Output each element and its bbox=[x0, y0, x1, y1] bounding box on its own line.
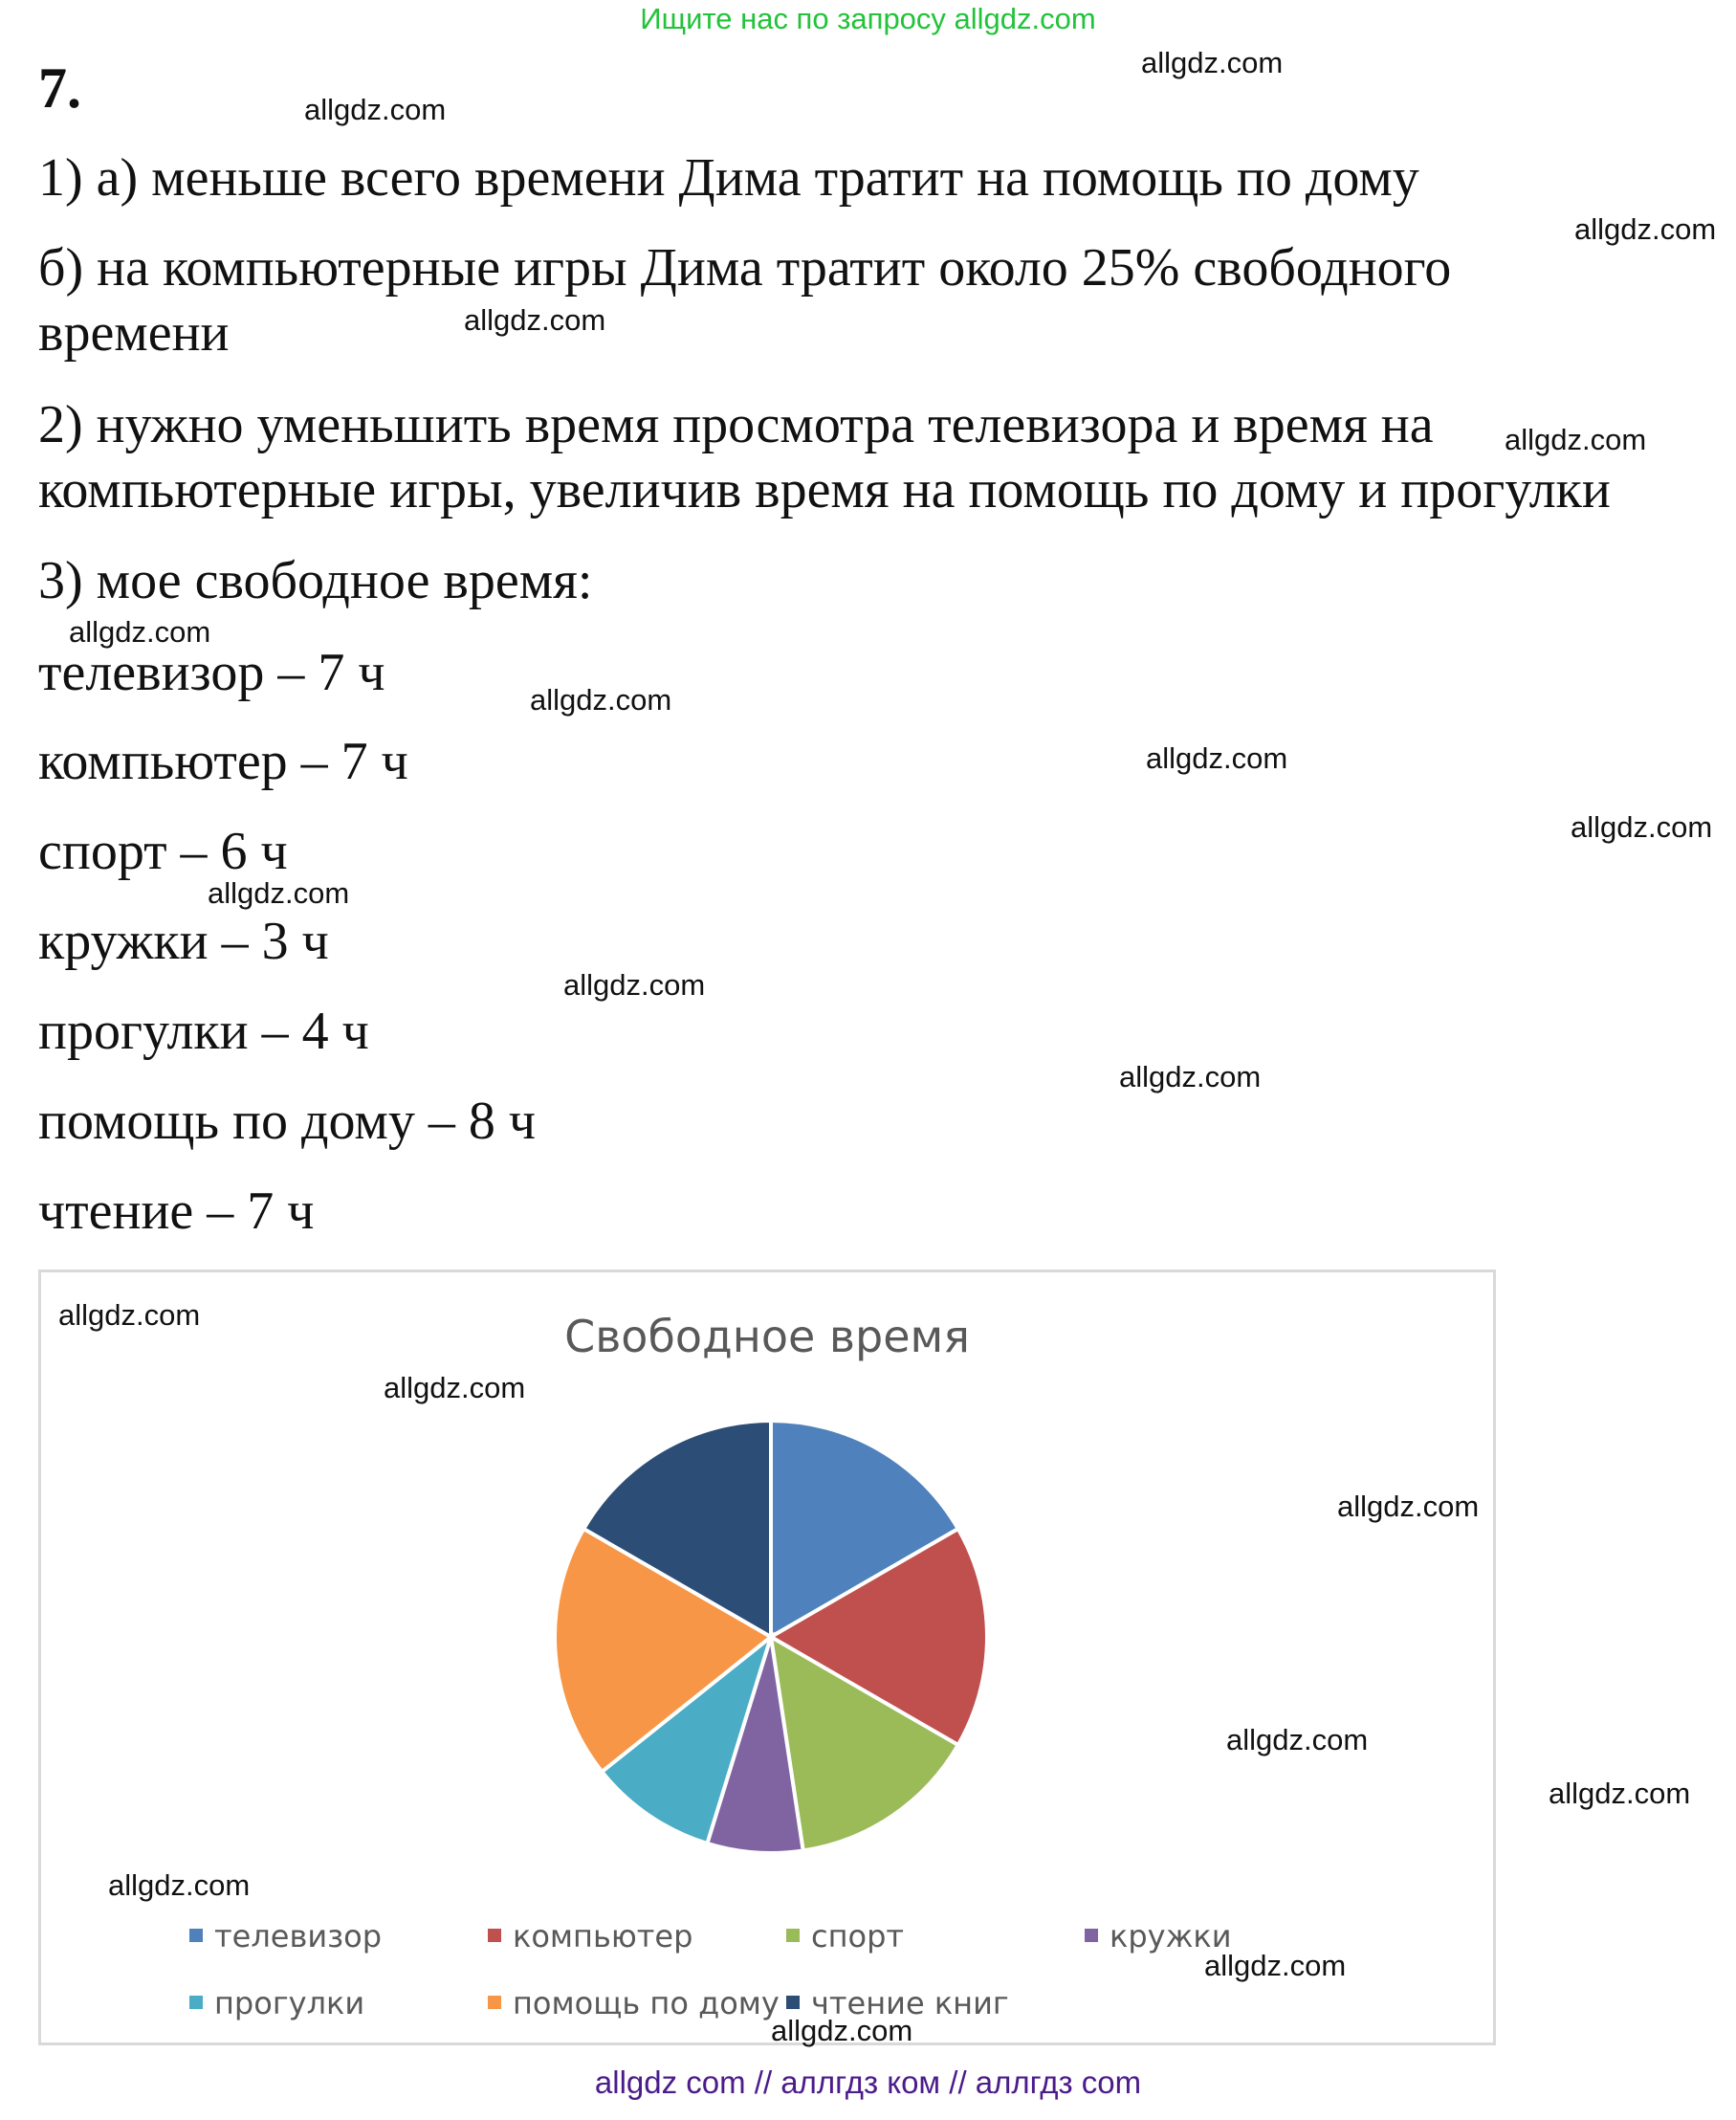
legend-item bbox=[786, 1918, 904, 1954]
watermark: allgdz.com bbox=[464, 303, 606, 337]
watermark: allgdz.com bbox=[108, 1868, 251, 1902]
legend-item bbox=[488, 1985, 780, 2021]
bottom-banner: allgdz com // аллгдз ком // аллгдз com bbox=[594, 2065, 1142, 2100]
watermark: allgdz.com bbox=[771, 2014, 913, 2047]
watermark: allgdz.com bbox=[58, 1298, 201, 1332]
chart-title: Свободное время bbox=[564, 1311, 970, 1362]
watermark: allgdz.com bbox=[1571, 810, 1713, 844]
legend-label: помощь по дому bbox=[513, 1985, 780, 2021]
legend-label: кружки bbox=[1110, 1918, 1232, 1954]
legend-swatch bbox=[1085, 1929, 1098, 1942]
answer-line-2-cont: компьютерные игры, увеличив время на помощь по дому и прогулки bbox=[38, 460, 1611, 519]
legend-swatch bbox=[786, 1996, 800, 2009]
pie-chart bbox=[38, 1270, 1496, 2045]
legend-label: компьютер bbox=[513, 1918, 693, 1954]
watermark: allgdz.com bbox=[69, 615, 211, 649]
legend-swatch bbox=[189, 1996, 203, 2009]
watermark: allgdz.com bbox=[530, 683, 672, 717]
time-item-housework: помощь по дому – 8 ч bbox=[38, 1092, 536, 1151]
watermark: allgdz.com bbox=[1146, 741, 1288, 775]
time-item-computer: компьютер – 7 ч bbox=[38, 732, 408, 791]
watermark: allgdz.com bbox=[1574, 212, 1717, 246]
legend-swatch bbox=[488, 1929, 501, 1942]
watermark: allgdz.com bbox=[1549, 1777, 1691, 1810]
answer-line-3: 3) мое свободное время: bbox=[38, 551, 593, 610]
watermark: allgdz.com bbox=[1505, 423, 1647, 456]
task-number: 7. bbox=[38, 56, 81, 120]
watermark: allgdz.com bbox=[1337, 1490, 1480, 1523]
watermark: allgdz.com bbox=[1119, 1060, 1262, 1093]
watermark: allgdz.com bbox=[1226, 1723, 1369, 1756]
answer-line-1b-cont: времени bbox=[38, 303, 230, 363]
legend-item bbox=[189, 1985, 364, 2021]
legend-item bbox=[488, 1918, 692, 1954]
time-item-walks: прогулки – 4 ч bbox=[38, 1002, 369, 1061]
time-item-tv: телевизор – 7 ч bbox=[38, 643, 385, 702]
legend-swatch bbox=[488, 1996, 501, 2009]
legend-label: чтение книг bbox=[811, 1985, 1009, 2021]
watermark: allgdz.com bbox=[304, 93, 447, 126]
watermark: allgdz.com bbox=[1204, 1949, 1347, 1982]
watermark: allgdz.com bbox=[563, 968, 706, 1002]
legend-label: спорт bbox=[811, 1918, 905, 1954]
legend-item bbox=[189, 1918, 382, 1954]
legend-swatch bbox=[189, 1929, 203, 1942]
legend-label: прогулки bbox=[214, 1985, 365, 2021]
answer-line-1b: б) на компьютерные игры Дима тратит около 25% свободного bbox=[38, 238, 1452, 298]
time-item-clubs: кружки – 3 ч bbox=[38, 912, 329, 971]
watermark: allgdz.com bbox=[1141, 46, 1284, 79]
answer-line-2: 2) нужно уменьшить время просмотра телевизора и время на bbox=[38, 395, 1434, 454]
time-item-reading: чтение – 7 ч bbox=[38, 1181, 315, 1241]
top-banner: Ищите нас по запросу allgdz.com bbox=[640, 2, 1096, 35]
legend-swatch bbox=[786, 1929, 800, 1942]
legend-label: телевизор bbox=[214, 1918, 383, 1954]
time-item-sport: спорт – 6 ч bbox=[38, 822, 288, 881]
watermark: allgdz.com bbox=[208, 876, 350, 910]
watermark: allgdz.com bbox=[384, 1371, 526, 1404]
answer-line-1a: 1) а) меньше всего времени Дима тратит на помощь по дому bbox=[38, 148, 1419, 208]
